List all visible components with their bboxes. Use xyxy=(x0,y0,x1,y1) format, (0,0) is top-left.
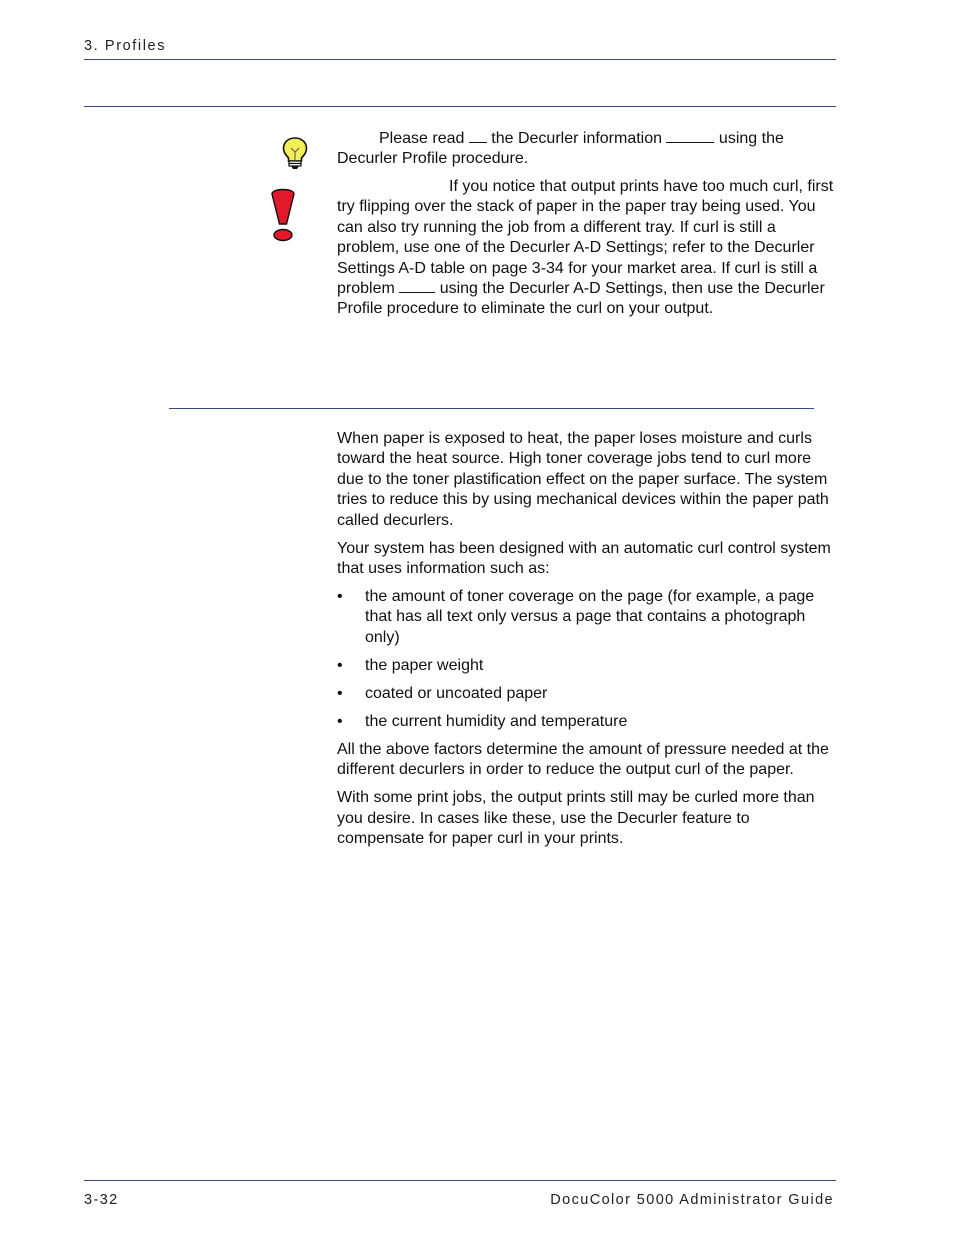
bullet: • xyxy=(337,712,343,730)
list-item xyxy=(337,712,837,732)
list-item xyxy=(337,656,837,676)
factor-list xyxy=(337,587,837,732)
running-header: 3. Profiles xyxy=(84,38,167,54)
main-content xyxy=(337,429,837,857)
bullet: • xyxy=(337,588,343,606)
list-item xyxy=(337,587,837,648)
bullet: • xyxy=(337,684,343,702)
lightbulb-icon xyxy=(281,136,309,170)
exclamation-icon xyxy=(268,186,298,242)
caution-text-start: If you notice that output prints have too much curl, first try flipping over the stack of paper in the paper tray being used. You can also try running the job from a different tray. If curl is still a problem, use one of the Decurler A-D Settings; refer to the Decurler Settings A-D table on page 3-34 for your market area. If curl is still a problem xyxy=(337,178,834,298)
caution-note xyxy=(337,177,837,320)
blank-line xyxy=(399,279,435,293)
page-number: 3-32 xyxy=(84,1192,119,1208)
paragraph: Your system has been designed with an automatic curl control system that uses information such as: xyxy=(337,539,831,578)
bullet: • xyxy=(337,656,343,674)
list-item-text: the current humidity and temperature xyxy=(365,712,628,730)
tip-text-start: Please read xyxy=(379,130,469,147)
list-item xyxy=(337,684,837,704)
blank-line xyxy=(666,129,714,143)
list-item-text: coated or uncoated paper xyxy=(365,684,548,702)
tip-note xyxy=(337,129,837,170)
header-rule xyxy=(84,59,836,60)
paragraph: With some print jobs, the output prints still may be curled more than you desire. In cases like these, use the Decurler feature to compensate for paper curl in your prints. xyxy=(337,789,815,848)
list-item-text: the amount of toner coverage on the page (for example, a page that has all text only versus a page that contains a photograph only) xyxy=(365,588,815,646)
paragraph: All the above factors determine the amount of pressure needed at the different decurlers in order to reduce the output curl of the paper. xyxy=(337,740,829,779)
footer-rule xyxy=(84,1180,836,1181)
tip-text-end: using the Decurler Profile procedure. xyxy=(337,130,784,168)
subsection-rule xyxy=(169,408,814,409)
paragraph: When paper is exposed to heat, the paper loses moisture and curls toward the heat source. High toner coverage jobs tend to curl more due to the toner plastification effect on the paper surface. The system tries to reduce this by using mechanical devices within the paper path called decurlers. xyxy=(337,430,829,529)
caution-text-end: using the Decurler A-D Settings, then use the Decurler Profile procedure to eliminate the curl on your output. xyxy=(337,280,825,318)
section-top-rule xyxy=(84,106,836,107)
blank-line xyxy=(469,129,487,143)
list-item-text: the paper weight xyxy=(365,656,484,674)
tip-text-middle: the Decurler information xyxy=(486,130,667,147)
guide-title: DocuColor 5000 Administrator Guide xyxy=(550,1192,834,1208)
